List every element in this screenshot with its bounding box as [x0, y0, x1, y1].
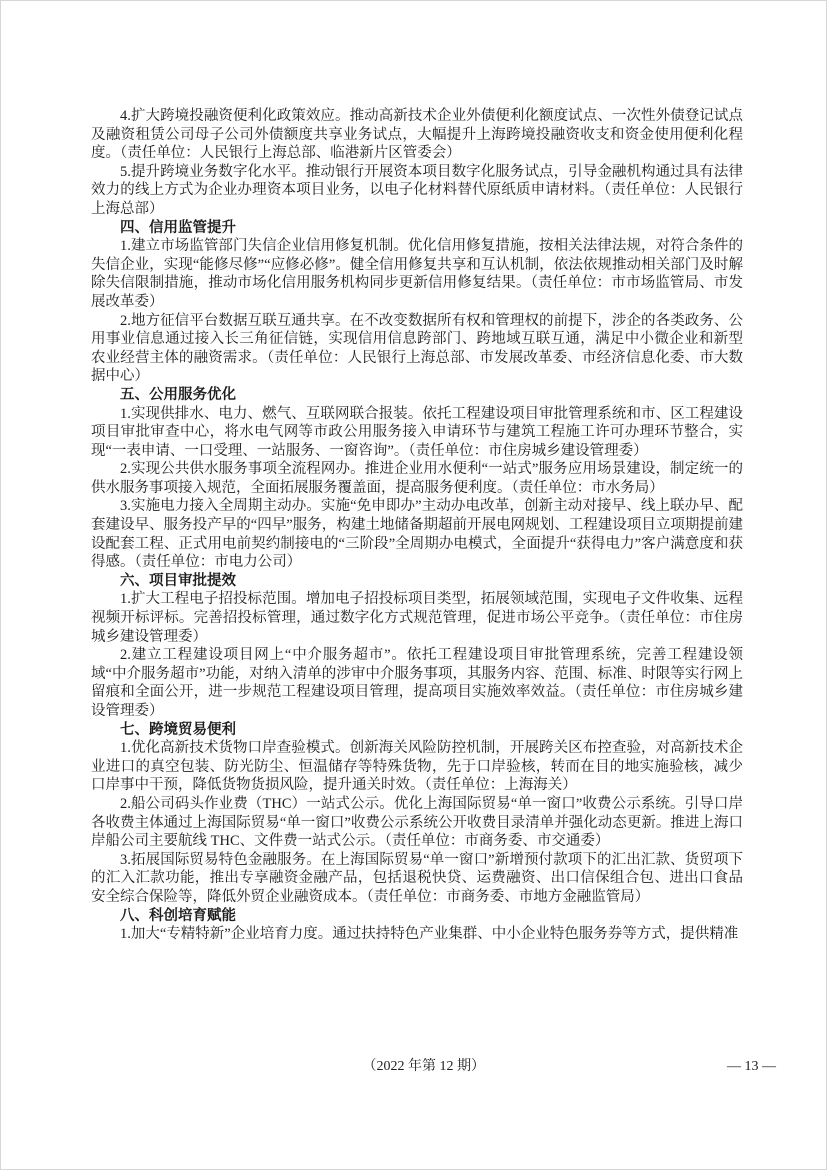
paragraph: 1.实现供排水、电力、燃气、互联网联合报装。依托工程建设项目审批管理系统和市、区工程建设项目审批审查中心，将水电气网等市政公用服务接入申请环节与建筑工程施工许可办理环节整合，实现“一表申请、一口受理、一站服务、一窗咨询”。（责任单位：市住房城乡建设管理委）: [91, 405, 743, 459]
section-heading: 四、信用监管提升: [120, 219, 236, 236]
paragraph: 2.建立工程建设项目网上“中介服务超市”。依托工程建设项目审批管理系统，完善工程建设领域“中介服务超市”功能，对纳入清单的涉审中介服务事项，其服务内容、范围、标准、时限等实行网上留痕和全面公开，进一步规范工程建设项目管理，提高项目实施效率效益。（责任单位：市住房城乡建设管理委）: [91, 647, 743, 719]
section-heading: 七、跨境贸易便利: [120, 721, 236, 738]
paragraph: 2.船公司码头作业费（THC）一站式公示。优化上海国际贸易“单一窗口”收费公示系统。引导口岸各收费主体通过上海国际贸易“单一窗口”收费公示系统公开收费目录清单并强化动态更新。推进上海口岸船公司主要航线 THC、文件费一站式公示。（责任单位：市商务委、市交通委）: [91, 795, 743, 850]
footer-issue-label: （2022 年第 12 期）: [362, 1059, 485, 1074]
paragraph: 3.实施电力接入全周期主动办。实施“免申即办”主动办电改革，创新主动对接早、线上联办早、配套建设早、服务投产早的“四早”服务，构建土地储备期超前开展电网规划、工程建设项目立项期提前建设配套工程、正式用电前契约制接电的“三阶段”全周期办电模式，全面提升“获得电力”客户满意度和获得感。（责任单位：市电力公司）: [91, 498, 743, 571]
paragraph: 5.提升跨境业务数字化水平。推动银行开展资本项目数字化服务试点，引导金融机构通过具有法律效力的线上方式为企业办理资本项目业务，以电子化材料替代原纸质申请材料。（责任单位：人民银行上海总部）: [91, 163, 743, 217]
section-heading: 八、科创培育赋能: [120, 907, 236, 924]
paragraph: 1.优化高新技术货物口岸查验模式。创新海关风险防控机制，开展跨关区布控查验，对高新技术企业进口的真空包装、防光防尘、恒温储存等特殊货物，先于口岸验核，转而在目的地实施验核，减少口岸事中干预，降低货物货损风险，提升通关时效。（责任单位：上海海关）: [91, 740, 743, 794]
section-heading: 六、项目审批提效: [120, 572, 236, 589]
footer-page-number: — 13 —: [727, 1059, 776, 1074]
paragraph: 1.建立市场监管部门失信企业信用修复机制。优化信用修复措施，按相关法律法规，对符合条件的失信企业，实现“能修尽修”“应修必修”。健全信用修复共享和互认机制，依法依规推动相关部门及时解除失信限制措施，推动市场化信用服务机构同步更新信用修复结果。（责任单位：市市场监管局、市发展改革委）: [91, 238, 743, 310]
paragraph: 1.扩大工程电子招投标范围。增加电子招投标项目类型，拓展领域范围，实现电子文件收集、远程视频开标评标。完善招投标管理，通过数字化方式规范管理，促进市场公平竞争。（责任单位：市住房城乡建设管理委）: [91, 591, 743, 645]
page-footer: [91, 1057, 776, 1077]
paragraph: 1.加大“专精特新”企业培育力度。通过扶持特色产业集群、中小企业特色服务券等方式，提供精准: [120, 926, 739, 943]
paragraph: 2.实现公共供水服务事项全流程网办。推进企业用水便利“一站式”服务应用场景建设，制定统一的供水服务事项接入规范，全面拓展服务覆盖面，提高服务便利度。（责任单位：市水务局）: [91, 461, 743, 496]
paragraph: 2.地方征信平台数据互联互通共享。在不改变数据所有权和管理权的前提下，涉企的各类政务、公用事业信息通过接入长三角征信链，实现信用信息跨部门、跨地域互联互通，满足中小微企业和新型农业经营主体的融资需求。（责任单位：人民银行上海总部、市发展改革委、市经济信息化委、市大数据中心）: [91, 312, 743, 385]
paragraph: 3.拓展国际贸易特色金融服务。在上海国际贸易“单一窗口”新增预付款项下的汇出汇款、货贸项下的汇入汇款功能，推出专享融资金融产品，包括退税快贷、运费融资、出口信保组合包、进出口食品安全综合保险等，降低外贸企业融资成本。（责任单位：市商务委、市地方金融监管局）: [91, 851, 743, 905]
document-body: [91, 107, 743, 944]
section-heading: 五、公用服务优化: [120, 386, 236, 403]
paragraph: 4.扩大跨境投融资便利化政策效应。推动高新技术企业外债便利化额度试点、一次性外债登记试点及融资租赁公司母子公司外债额度共享业务试点，大幅提升上海跨境投融资收支和资金使用便利化程度。（责任单位：人民银行上海总部、临港新片区管委会）: [91, 108, 743, 162]
